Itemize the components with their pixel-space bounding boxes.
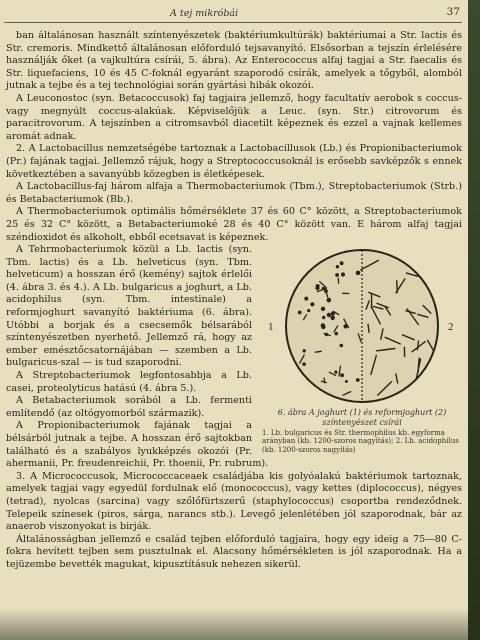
coccus-cell (331, 316, 335, 320)
coccus-cell (336, 266, 338, 268)
page-shadow (0, 608, 480, 640)
paragraph: A Thermobacteriumok optimális hőmérséklete 37 és 60 C° között, a Streptobacteriumok 25 és 32 C° között, a Betabacteriumoké 28 és 40 C° között van. E három alfaj tagjai széndioxidot és alkoholt, ebből ecetsavat is képeznek. (6, 206, 462, 243)
paragraph: 2. A Lactobacillus nemzetségébe tartoznak a Lactobacillusok (Lb.) és Propionibacteriumok (Pr.) fajának tagjai. Jellemző rájuk, hogy a Streptococcusoknál is erősebb savképzők s ennek következtében a savanyúbb közegben is életképesek. (6, 143, 462, 180)
coccus-cell (316, 287, 319, 290)
paragraph: A Betabacteriumok sorából a Lb. fermenti említendő (az oltógyomorból származik). (6, 395, 252, 419)
micrograph-illustration (262, 246, 462, 406)
coccus-cell (305, 297, 308, 300)
coccus-cell (356, 379, 359, 382)
page-number: 37 (446, 6, 460, 18)
coccus-cell (303, 363, 306, 366)
rod-cell (315, 351, 321, 352)
figure-6 (262, 246, 462, 454)
coccus-cell (321, 307, 324, 310)
paragraph: A Streptobacteriumok legfontosabbja a Lb. casei, proteolyticus hatású (4. ábra 5.). (6, 370, 252, 394)
paragraph: A Leuconostoc (syn. Betacoccusok) faj tagjaira jellemző, hogy facultatív aerobok s coccus- vagy megnyúlt coccus-alakúak. Képviselőjük a Leuc. (syn. Str.) citrovorum és paracitrovorum. A tejszínben a citromsavból diacetilt képeznek és ezzel a vajnak kellemes aromát adnak. (6, 92, 462, 142)
figure-caption: 6. ábra A joghurt (1) és reformjoghurt (2) színtenyészet csírái (277, 408, 447, 427)
coccus-cell (356, 271, 360, 275)
coccus-cell (344, 325, 347, 328)
figure-label-left: 1 (268, 321, 274, 334)
figure-legend: 1. Lb. bulgaricus és Str. thermophilus kb. egyforma arányban (kb. 1200-szoros nagyítás); 2. Lb. acidophilus (kb. 1200-szoros nagyítás) (262, 428, 459, 454)
page-edge (468, 0, 480, 640)
coccus-cell (340, 262, 343, 265)
paragraph: A Tehrmobacteriumok közül a Lb. lactis (syn. Tbm. lactis) és a Lb. helveticus (syn. Tbm. helveticum) a hosszan érő (kemény) sajtok érlelői (4. ábra 3. és 4.). A Lb. bulgaricus a joghurt, a Lb. acidophilus (syn. Tbm. intestinale) a reformjoghurt savanyító baktériuma (6. ábra). Utóbbi a borjak és a csecsemők bélsarából színtenyészetben nyerhető. Jellemző rá, hogy az ember emésztőcsatornájában — szemben a Lb. bulgaricus-szal — is tud szaporodni. (6, 244, 252, 369)
page-body (6, 30, 462, 572)
figure-label-right: 2 (448, 321, 454, 334)
coccus-cell (321, 324, 324, 327)
coccus-cell (345, 381, 347, 383)
coccus-cell (341, 273, 344, 276)
coccus-cell (298, 311, 301, 314)
coccus-cell (303, 350, 305, 352)
coccus-cell (323, 316, 325, 318)
paragraph: A Propionibacteriumok fajának tagjai a bélsárból jutnak a tejbe. A hosszan érő sajtokban található és a szabályos lyukképzés okozói (Pr. ahermanii, Pr. freudenreichii, Pr. thoenii, Pr. rubrum). (6, 420, 269, 470)
header-rule (4, 22, 462, 23)
coccus-cell (311, 303, 314, 306)
coccus-cell (341, 374, 344, 377)
paragraph: Általánosságban jellemző e család tejben előforduló tagjaira, hogy egy ideig a 75—80 C-fokra hevített tejben sem pusztulnak el. Alacsony hőmérsékleten is jól szaporodnak. Ha a tejüzembe bevették magukat, kipusztításuk nehezen sikerül. (6, 533, 462, 570)
coccus-cell (335, 371, 337, 373)
coccus-cell (340, 344, 343, 347)
coccus-cell (336, 274, 339, 277)
coccus-cell (308, 310, 310, 312)
running-title: A tej mikróbái (170, 8, 239, 19)
page-header (0, 6, 460, 22)
coccus-cell (327, 298, 331, 302)
paragraph: 3. A Micrococcusok, Micrococcaceaek családjába kis golyóalakú baktériumok tartoznak, amelyek tagjai vagy egyedül fordulnak elő (monococcus), vagy kettes (diplococcus), négyes (tetrad), nyolcas (sarcina) vagy szőlőfürtszerű (staphylococcus) csoportba rendeződnek. Telepeik színesek (piros, sárga, narancs stb.). Levegő jelenlétében jól szaporodnak, bár az anaerob viszonyokat is birják. (6, 470, 462, 533)
coccus-cell (335, 332, 338, 335)
paragraph: ban általánosan használt színtenyészetek (baktériumkultúrák) baktériumai a Str. lactis és Str. cremoris. Mindkettő általánosan előforduló tejsavanyító. Elsősorban a tejszín érlelésére használják őket (a vajkultúra csírái, 5. ábra). Az Enterococcus alfaj tagjai a Str. faecalis és Str. liquefaciens, 10 és 45 C-foknál egyaránt szaporodó csírák, amelyek a tőgyből, alomból jutnak a tejbe és a tej technológiai során gyártási hibák okozói. (6, 30, 462, 92)
coccus-cell (325, 290, 328, 293)
coccus-cell (327, 313, 330, 316)
paragraph: A Lactobacillus-faj három alfaja a Thermobacteriumok (Tbm.), Streptobacteriumok (Strb.) és Betabacteriumok (Bb.). (6, 181, 462, 205)
